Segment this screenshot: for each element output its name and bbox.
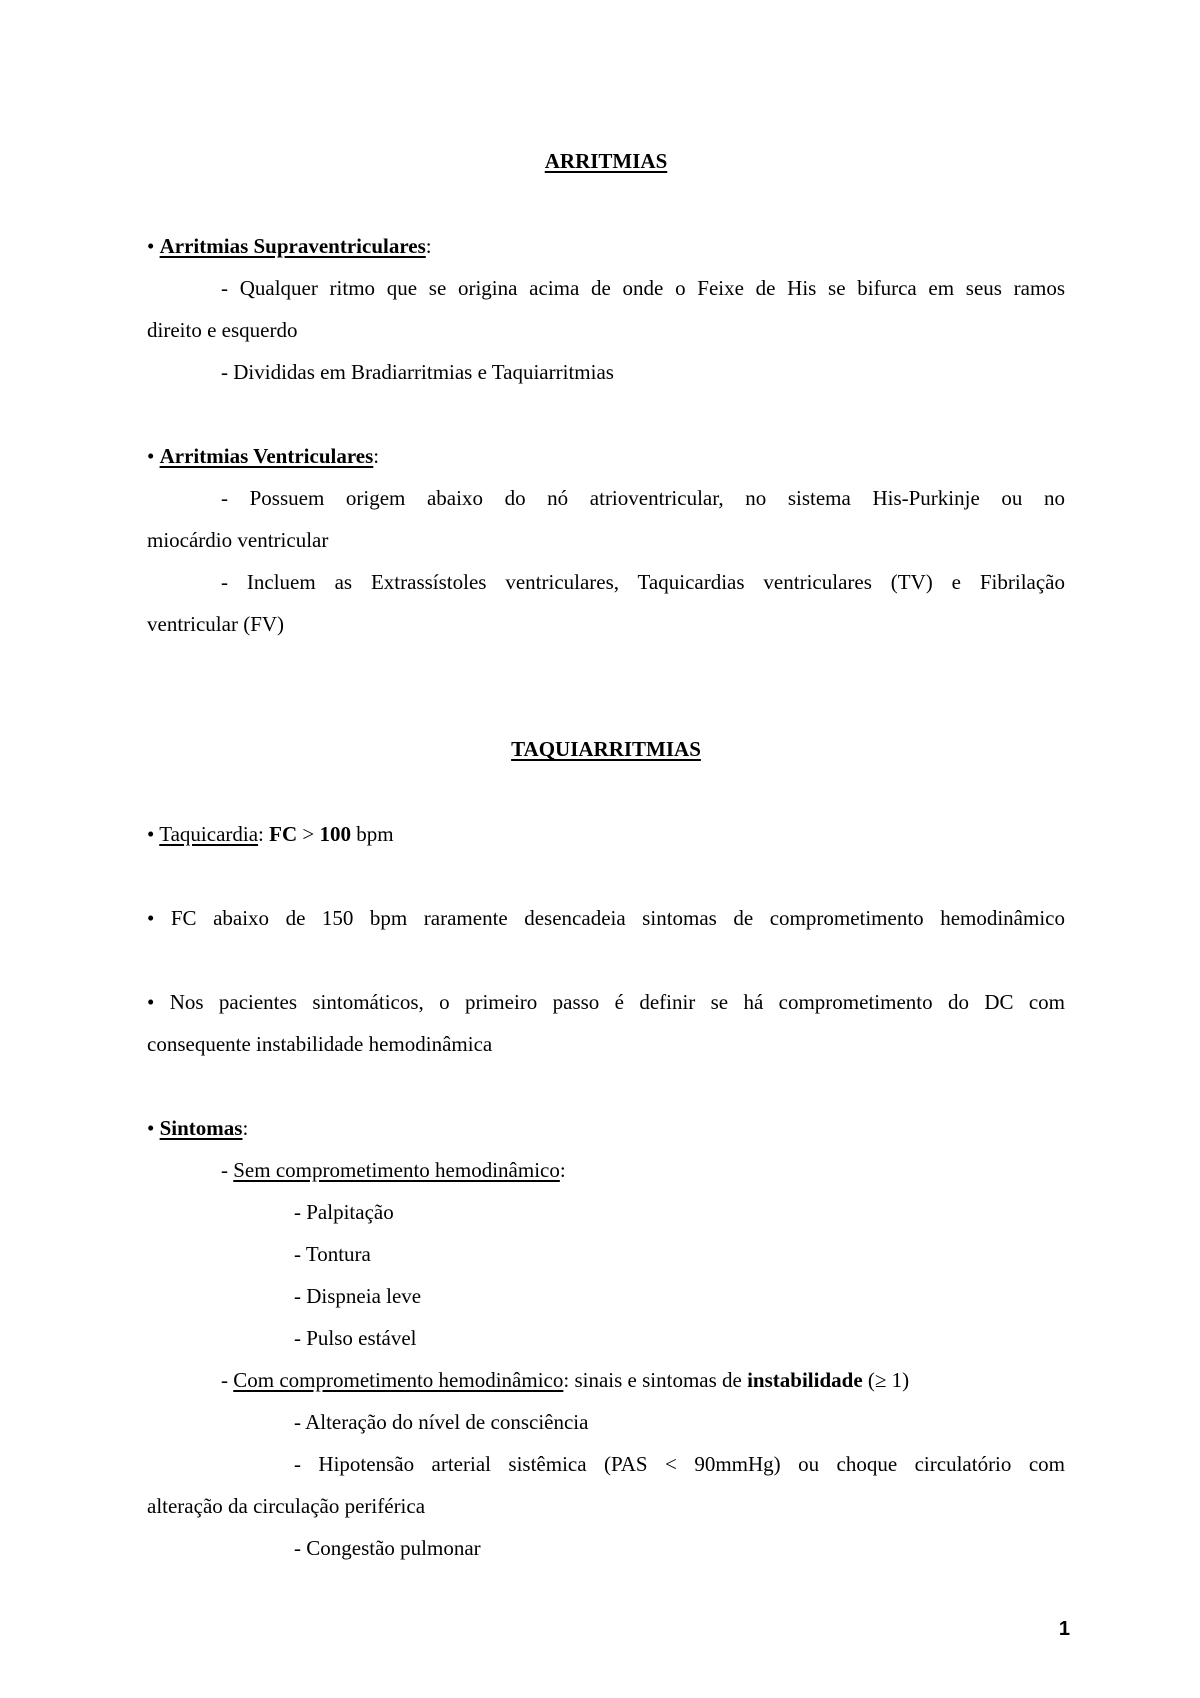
sem-comprometimento-line: - Sem comprometimento hemodinâmico: [221,1158,566,1182]
taquicardia-label: Taquicardia [159,822,259,846]
ventr-line-1: - Possuem origem abaixo do nó atrioventricular, no sistema His-Purkinje ou no [221,486,1065,510]
title-arritmias: ARRITMIAS [544,149,668,173]
ventr-heading-label: Arritmias Ventriculares [159,444,374,468]
ventr-heading: • Arritmias Ventriculares: [147,444,380,468]
com-item-2: - Hipotensão arterial sistêmica (PAS < 90mmHg) ou choque circulatório com [294,1452,1065,1476]
sem-item-4: - Pulso estável [294,1326,417,1350]
ventr-line-2: - Incluem as Extrassístoles ventriculares, Taquicardias ventriculares (TV) e Fibrilação [221,570,1065,594]
fc150-line: • FC abaixo de 150 bpm raramente desencadeia sintomas de comprometimento hemodinâmico [147,906,1065,930]
title-taquiarritmias: TAQUIARRITMIAS [511,737,701,761]
sintomas-heading-label: Sintomas [159,1116,243,1140]
supra-line-1: - Qualquer ritmo que se origina acima de onde o Feixe de His se bifurca em seus ramos [221,276,1065,300]
com-comprometimento-line: - Com comprometimento hemodinâmico: sinais e sintomas de instabilidade (≥ 1) [221,1368,910,1392]
sem-item-2: - Tontura [294,1242,371,1266]
supra-heading: • Arritmias Supraventriculares: [147,234,432,258]
sem-comprometimento-label: Sem comprometimento hemodinâmico [233,1158,560,1182]
com-item-3: - Congestão pulmonar [294,1536,481,1560]
sem-item-1: - Palpitação [294,1200,394,1224]
com-item-1: - Alteração do nível de consciência [294,1410,589,1434]
sintomas-heading: • Sintomas: [147,1116,249,1140]
taquicardia-line: • Taquicardia: FC > 100 bpm [147,822,394,846]
page-number: 1 [1058,1618,1070,1640]
ventr-line-1b: miocárdio ventricular [147,528,329,552]
passo-line-1: • Nos pacientes sintomáticos, o primeiro passo é definir se há comprometimento do DC com [147,990,1065,1014]
com-comprometimento-label: Com comprometimento hemodinâmico [233,1368,564,1392]
ventr-line-2b: ventricular (FV) [147,612,285,636]
com-item-2b: alteração da circulação periférica [147,1494,426,1518]
supra-line-2: - Divididas em Bradiarritmias e Taquiarritmias [221,360,614,384]
supra-heading-label: Arritmias Supraventriculares [159,234,426,258]
passo-line-2: consequente instabilidade hemodinâmica [147,1032,493,1056]
supra-line-1b: direito e esquerdo [147,318,298,342]
sem-item-3: - Dispneia leve [294,1284,422,1308]
